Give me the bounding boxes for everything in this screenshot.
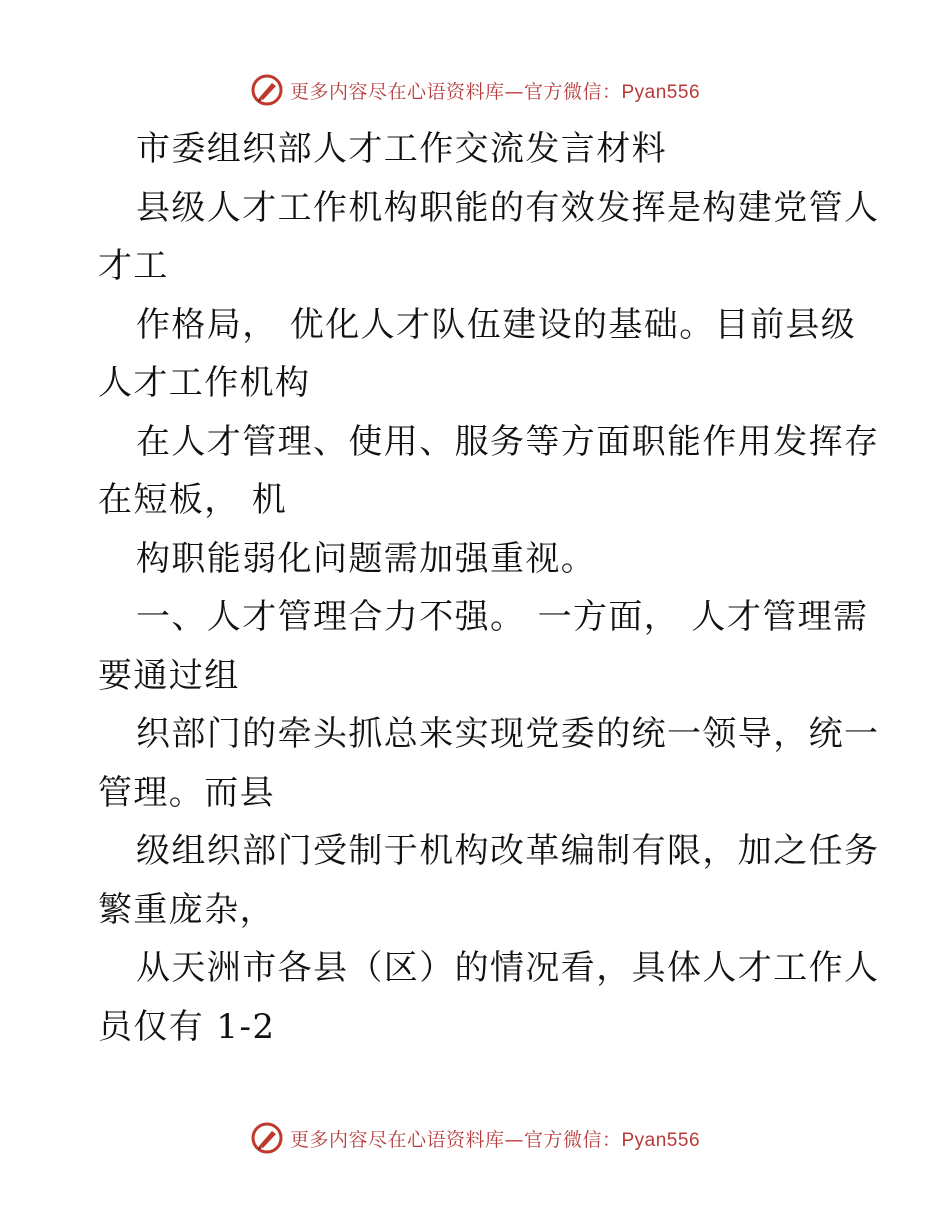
pen-circle-logo-icon [250, 73, 284, 107]
document-body [98, 120, 880, 1056]
document-line: 一、人才管理合力不强。 一方面， 人才管理需 [136, 597, 869, 637]
document-line: 要通过组 [98, 655, 240, 696]
document-line: 县级人才工作机构职能的有效发挥是构建党管人 [136, 187, 880, 228]
pen-circle-logo-icon [250, 1121, 284, 1155]
document-line: 在人才管理、使用、服务等方面职能作用发挥存 [136, 421, 880, 462]
document-line: 市委组织部人才工作交流发言材料 [136, 129, 667, 169]
document-line: 作格局， 优化人才队伍建设的基础。目前县级 [136, 304, 857, 345]
header-wechat-id: Pyan556 [621, 81, 701, 103]
header-wechat-label: 官方微信： [523, 80, 622, 103]
document-line: 员仅有 1-2 [98, 1006, 276, 1047]
footer-separator: — [504, 1128, 524, 1151]
header-banner [0, 70, 950, 110]
header-banner-text [290, 77, 700, 104]
document-line: 管理。而县 [98, 772, 275, 813]
document-line: 繁重庞杂， [98, 889, 275, 930]
document-line: 级组织部门受制于机构改革编制有限，加之任务 [136, 831, 880, 871]
document-line: 人才工作机构 [98, 363, 311, 403]
footer-banner-text [290, 1125, 700, 1152]
document-line: 在短板， 机 [98, 480, 288, 520]
document-line: 从天洲市各县（区）的情况看，具体人才工作人 [136, 948, 880, 988]
footer-brand: 更多内容尽在心语资料库 [289, 1128, 505, 1151]
document-line: 织部门的牵头抓总来实现党委的统一领导，统一 [136, 714, 880, 754]
footer-wechat-id: Pyan556 [621, 1129, 701, 1151]
document-line: 才工 [98, 246, 169, 286]
header-brand: 更多内容尽在心语资料库 [289, 80, 505, 103]
footer-wechat-label: 官方微信： [523, 1128, 622, 1151]
footer-banner [0, 1118, 950, 1158]
document-line: 构职能弱化问题需加强重视。 [136, 538, 597, 579]
header-separator: — [504, 80, 524, 103]
